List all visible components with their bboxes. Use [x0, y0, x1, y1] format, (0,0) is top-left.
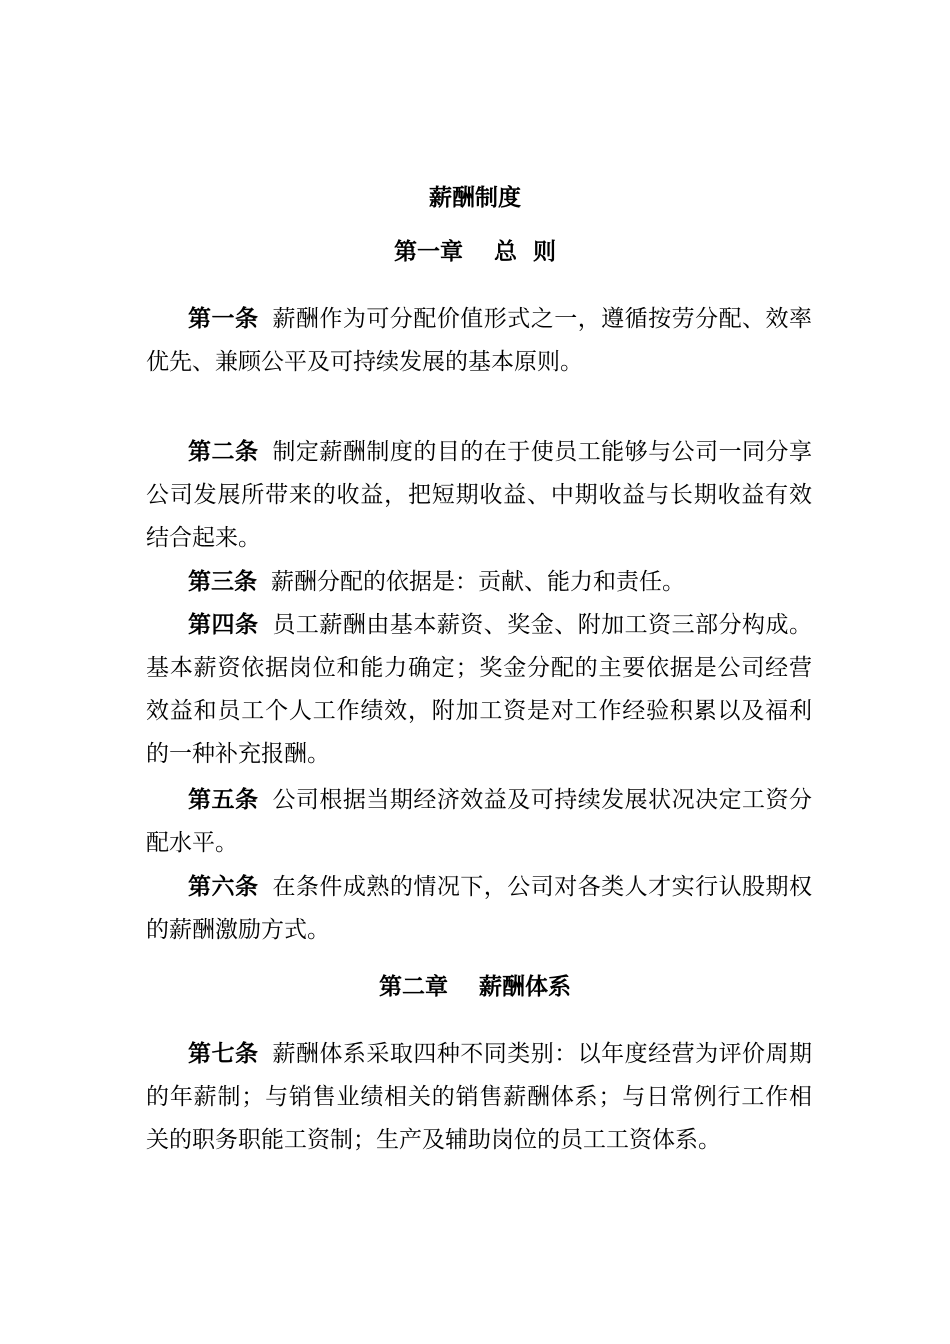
- article-6-text: 在条件成熟的情况下，公司对各类人才实行认股期权的薪酬激励方式。: [146, 874, 813, 943]
- article-4-label: 第四条: [188, 612, 259, 638]
- article-2: [146, 431, 812, 560]
- article-3-text: 薪酬分配的依据是：贡献、能力和责任。: [271, 569, 685, 595]
- article-7-text: 薪酬体系采取四种不同类别：以年度经营为评价周期的年薪制；与销售业绩相关的销售薪酬体系；与日常例行工作相关的职务职能工资制；生产及辅助岗位的员工工资体系。: [146, 1041, 813, 1153]
- article-4-text: 员工薪酬由基本薪资、奖金、附加工资三部分构成。基本薪资依据岗位和能力确定；奖金分配的主要依据是公司经营效益和员工个人工作绩效，附加工资是对工作经验积累以及福利的一种补充报酬。: [146, 612, 813, 767]
- article-2-label: 第二条: [188, 439, 259, 465]
- chapter-2-heading: 第二章 薪酬体系: [378, 974, 571, 1000]
- article-6: [146, 866, 812, 952]
- article-1-text: 薪酬作为可分配价值形式之一，遵循按劳分配、效率优先、兼顾公平及可持续发展的基本原则。: [146, 306, 813, 375]
- article-4: [146, 604, 812, 776]
- document-title: 薪酬制度: [429, 185, 521, 211]
- article-5-label: 第五条: [188, 787, 259, 813]
- article-6-label: 第六条: [188, 874, 259, 900]
- chapter-1-heading: 第一章 总 则: [393, 239, 557, 265]
- article-1-label: 第一条: [188, 306, 259, 332]
- article-2-text: 制定薪酬制度的目的在于使员工能够与公司一同分享公司发展所带来的收益，把短期收益、中期收益与长期收益有效结合起来。: [146, 439, 813, 551]
- article-3: [146, 561, 812, 604]
- article-3-label: 第三条: [188, 569, 257, 595]
- article-7: [146, 1033, 812, 1162]
- article-7-label: 第七条: [188, 1041, 259, 1067]
- article-1: [146, 298, 812, 384]
- article-5: [146, 779, 812, 865]
- article-5-text: 公司根据当期经济效益及可持续发展状况决定工资分配水平。: [146, 787, 813, 856]
